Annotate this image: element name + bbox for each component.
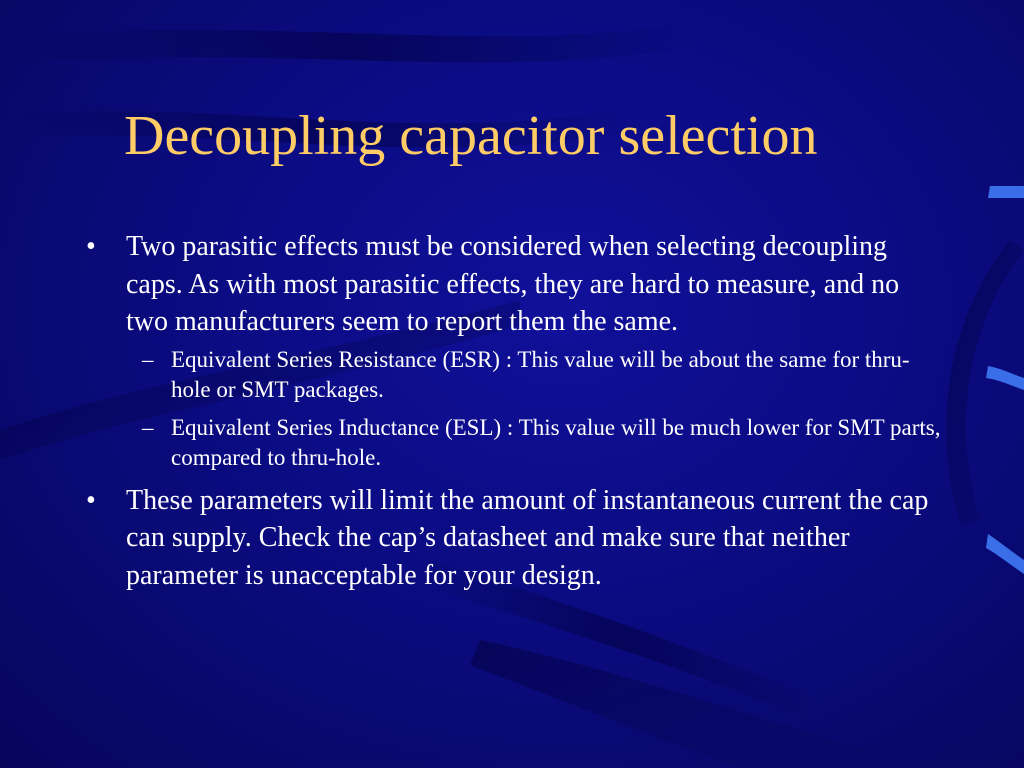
sub-bullet-esr <box>82 345 942 406</box>
sub-bullet-list <box>82 345 942 474</box>
sub-bullet-marker: – <box>142 414 154 440</box>
bullet-marker: • <box>86 484 96 516</box>
bullet-item-parasitic-effects <box>82 228 942 341</box>
bullet-text: These parameters will limit the amount of instantaneous current the cap can supply. Check the cap’s datasheet and make sure that neither parameter is unacceptable for your design. <box>126 484 929 591</box>
sub-bullet-marker: – <box>142 346 154 372</box>
sub-bullet-text: Equivalent Series Resistance (ESR) : This value will be about the same for thru-hole or SMT packages. <box>171 346 910 402</box>
accent-marks <box>986 186 1024 574</box>
bullet-item-parameters-limit <box>82 482 942 595</box>
bullet-marker: • <box>86 231 96 262</box>
sub-bullet-text: Equivalent Series Inductance (ESL) : This value will be much lower for SMT parts, compared to thru-hole. <box>171 414 941 470</box>
slide-title: Decoupling capacitor selection <box>124 105 818 167</box>
slide-body <box>82 228 942 594</box>
sub-bullet-esl <box>82 413 942 474</box>
bullet-text: Two parasitic effects must be considered when selecting decoupling caps. As with most parasitic effects, they are hard to measure, and no two manufacturers seem to report them the same. <box>126 231 900 337</box>
